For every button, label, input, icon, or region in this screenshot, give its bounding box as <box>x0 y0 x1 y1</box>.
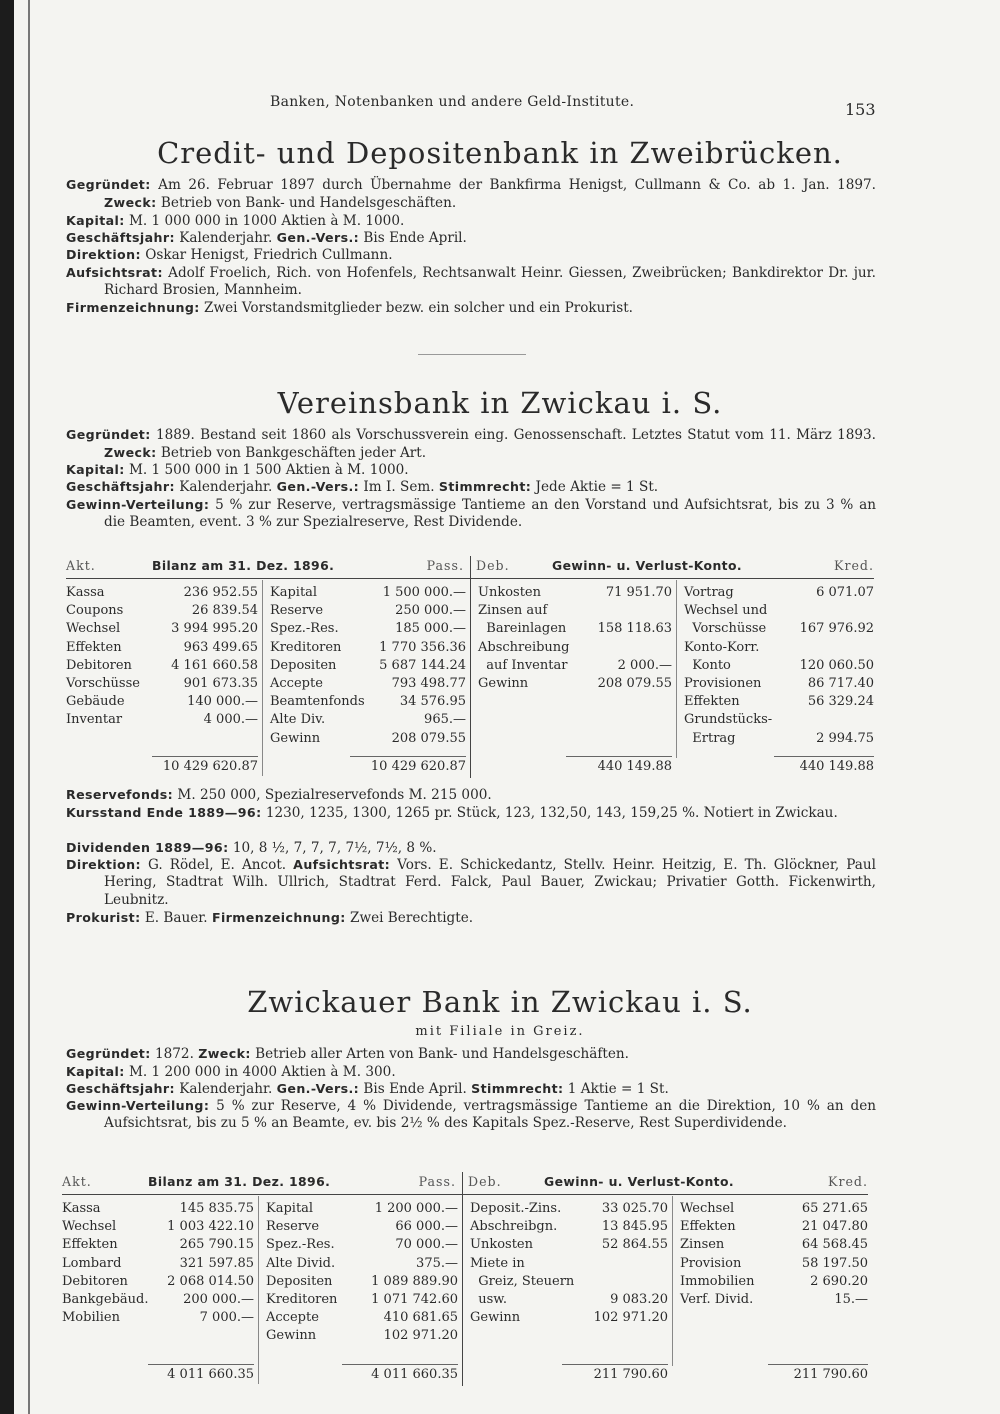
row-label: usw. <box>470 1292 508 1307</box>
entry-text: 10, 8 ½, 7, 7, 7, 7½, 7½, 8 %. <box>228 840 437 856</box>
entry-text: Zwei Vorstandsmitglieder bezw. ein solcher und ein Prokurist. <box>199 300 633 316</box>
liability-row <box>266 1309 458 1327</box>
profit-loss-title: Gewinn- u. Verlust-Konto. <box>544 1174 735 1189</box>
asset-row <box>66 657 258 675</box>
liability-row <box>270 730 466 748</box>
binding-edge <box>0 0 14 1414</box>
debit-row <box>470 1218 668 1236</box>
profit-loss-column-rule <box>672 1196 673 1366</box>
credit-row <box>684 602 874 620</box>
row-label: Reserve <box>266 1219 320 1235</box>
debit-row <box>470 1255 668 1273</box>
row-value: 64 568.45 <box>801 1237 868 1253</box>
entry-text: M. 1 200 000 in 4000 Aktien à M. 300. <box>124 1064 396 1080</box>
credit-row <box>680 1236 868 1254</box>
row-label: Kassa <box>66 585 105 600</box>
section-title-vereinsbank: Vereinsbank in Zwickau i. S. <box>277 386 723 420</box>
entry-label: Geschäftsjahr: <box>66 230 175 245</box>
row-value: 185 000.— <box>395 621 466 637</box>
row-label: Zinsen auf <box>478 603 548 619</box>
row-label: Kreditoren <box>270 639 342 655</box>
row-value: 901 673.35 <box>183 676 258 691</box>
row-label: Grundstücks- <box>684 712 773 728</box>
credit-label: Kred. <box>828 1174 868 1189</box>
entry-label: Gegründet: <box>66 177 151 192</box>
entry-text: Im I. Sem. <box>359 479 439 495</box>
debit-row <box>478 639 672 657</box>
row-value: 265 790.15 <box>179 1237 254 1253</box>
row-label: Wechsel <box>680 1201 735 1216</box>
liability-row <box>270 675 466 693</box>
row-value: 140 000.— <box>187 694 258 710</box>
row-label: Greiz, Steuern <box>470 1273 575 1289</box>
row-label: Gewinn <box>270 730 321 746</box>
entry-text: Vors. E. Schickedantz, Stellv. Heinr. Heitzig, E. Th. Glöckner, Paul Hering, Stadtrat Wilh. Ullrich, Stadtrat Ferd. Falck, Paul Bauer, Zwickau; Privatier Gotth. Fickenwirth, Leubnitz. <box>104 857 876 908</box>
row-value: 965.— <box>424 712 466 728</box>
credit-row <box>684 584 874 602</box>
row-value: 793 498.77 <box>391 676 466 691</box>
entry-label: Stimmrecht: <box>438 479 532 494</box>
entry-label: Direktion: <box>66 857 141 872</box>
row-label: Zinsen <box>680 1237 725 1253</box>
row-value: 250 000.— <box>395 603 466 619</box>
entry-text: Bis Ende April. <box>359 1081 472 1097</box>
entry-label: Kapital: <box>66 462 125 477</box>
entry-paragraph <box>66 1045 876 1063</box>
row-label: Konto <box>684 657 731 673</box>
debit-row <box>470 1273 668 1291</box>
asset-row <box>66 711 258 729</box>
row-label: Mobilien <box>62 1310 120 1326</box>
row-label: Debitoren <box>62 1273 128 1289</box>
row-value: 963 499.65 <box>183 639 258 655</box>
row-label: Effekten <box>680 1219 736 1235</box>
entry-paragraph <box>66 212 876 230</box>
entry-paragraph <box>66 426 876 463</box>
row-value: 1 003 422.10 <box>167 1219 254 1235</box>
row-value: 66 000.— <box>395 1219 458 1235</box>
liability-row <box>266 1200 458 1218</box>
entry-label: Gen.-Vers.: <box>276 230 360 245</box>
debit-row <box>478 602 672 620</box>
table-center-rule <box>462 1172 463 1386</box>
entry-label: Firmenzeichnung: <box>66 300 200 315</box>
credit-row <box>684 657 874 675</box>
assets-total: 10 429 620.87 <box>162 759 258 774</box>
row-value: 56 329.24 <box>807 694 874 710</box>
credit-row <box>680 1291 868 1309</box>
entry-text: 1872. <box>150 1046 199 1062</box>
entry-text: 5 % zur Reserve, vertragsmässige Tantieme an den Vorstand und Aufsichtsrat, bis zu 3 % an die Beamten, event. 3 % zur Spezialreserve, Rest Dividende. <box>104 497 876 531</box>
entry-text: 1230, 1235, 1300, 1265 pr. Stück, 123, 132,50, 143, 159,25 %. Notiert in Zwickau. <box>261 805 838 821</box>
entry-text: Betrieb von Bankgeschäften jeder Art. <box>156 445 427 462</box>
entry-text: M. 1 000 000 in 1000 Aktien à M. 1000. <box>124 213 405 229</box>
liability-row <box>266 1291 458 1309</box>
entry-paragraph <box>66 461 876 479</box>
debit-label: Deb. <box>476 558 510 573</box>
row-label: Kassa <box>62 1201 101 1216</box>
credit-row <box>680 1200 868 1218</box>
asset-row <box>66 675 258 693</box>
row-label: Accepte <box>266 1310 319 1326</box>
row-label: Gewinn <box>478 676 529 691</box>
row-label: Miete in <box>470 1255 525 1271</box>
asset-row <box>62 1200 254 1218</box>
liability-row <box>266 1218 458 1236</box>
row-value: 2 068 014.50 <box>167 1273 254 1289</box>
row-label: Kreditoren <box>266 1292 338 1307</box>
credit-row <box>684 711 874 729</box>
row-value: 1 089 889.90 <box>371 1273 458 1289</box>
row-value: 15.— <box>834 1292 868 1307</box>
liability-row <box>270 639 466 657</box>
row-value: 2 994.75 <box>816 730 874 746</box>
row-value: 120 060.50 <box>799 657 874 673</box>
entry-paragraph <box>66 229 876 247</box>
entry-label: Geschäftsjahr: <box>66 1081 175 1096</box>
entry-label: Kursstand Ende 1889—96: <box>66 805 262 820</box>
entry-paragraph <box>66 1063 876 1081</box>
debit-row <box>470 1309 668 1327</box>
entry-paragraph <box>66 786 876 804</box>
assets-label: Akt. <box>66 558 96 573</box>
credit-row <box>684 675 874 693</box>
row-label: Beamtenfonds <box>270 694 365 710</box>
section-divider <box>418 354 526 355</box>
row-value: 208 079.55 <box>391 730 466 746</box>
row-label: Vorschüsse <box>684 621 767 637</box>
row-label: Wechsel <box>62 1219 117 1235</box>
liability-row <box>270 657 466 675</box>
entry-label: Gegründet: <box>66 427 151 442</box>
row-label: Lombard <box>62 1255 122 1271</box>
assets-total: 4 011 660.35 <box>167 1367 254 1382</box>
section-subtitle: mit Filiale in Greiz. <box>415 1024 585 1039</box>
row-value: 4 000.— <box>203 712 258 728</box>
balance-title: Bilanz am 31. Dez. 1896. <box>152 558 335 573</box>
page-number: 153 <box>845 100 876 119</box>
liabilities-total: 4 011 660.35 <box>371 1367 458 1382</box>
credit-row <box>684 639 874 657</box>
row-label: Abschreibung <box>478 639 570 655</box>
balance-title: Bilanz am 31. Dez. 1896. <box>148 1174 331 1189</box>
asset-row <box>66 620 258 638</box>
row-value: 208 079.55 <box>597 676 672 691</box>
row-label: Wechsel <box>66 621 121 637</box>
total-rule <box>342 1364 458 1365</box>
entry-paragraph <box>66 496 876 532</box>
entry-text: E. Bauer. <box>140 910 212 926</box>
entry-paragraph <box>66 478 876 496</box>
table-center-rule <box>470 556 471 778</box>
row-label: Unkosten <box>478 585 541 600</box>
entry-paragraph <box>66 1097 876 1133</box>
liability-row <box>266 1327 458 1345</box>
asset-row <box>66 639 258 657</box>
entry-text: 1889. Bestand seit 1860 als Vorschussverein eing. Genossenschaft. Letztes Statut vom 11. März 1893. <box>150 427 876 443</box>
total-rule <box>768 1364 868 1365</box>
debit-total: 440 149.88 <box>597 759 672 774</box>
entry-paragraph <box>66 299 876 317</box>
row-value: 145 835.75 <box>179 1201 254 1216</box>
entry-text: Oskar Henigst, Friedrich Cullmann. <box>140 247 393 263</box>
row-value: 1 200 000.— <box>374 1201 458 1216</box>
entry-label: Prokurist: <box>66 910 141 925</box>
entry-text: M. 1 500 000 in 1 500 Aktien à M. 1000. <box>124 462 409 478</box>
entry-paragraph <box>66 839 876 857</box>
balance-column-rule <box>258 1196 259 1384</box>
debit-row <box>478 584 672 602</box>
entry-paragraph <box>66 1080 876 1098</box>
row-label: Wechsel und <box>684 603 768 619</box>
row-label: Effekten <box>66 639 122 655</box>
entry-label: Direktion: <box>66 247 141 262</box>
row-value: 6 071.07 <box>816 585 874 600</box>
row-value: 236 952.55 <box>183 585 258 600</box>
credit-row <box>680 1218 868 1236</box>
binding-edge-line <box>28 0 30 1414</box>
entry-label: Kapital: <box>66 213 125 228</box>
row-label: auf Inventar <box>478 657 568 673</box>
section-title-credit-bank: Credit- und Depositenbank in Zweibrücken. <box>157 136 843 170</box>
row-value: 71 951.70 <box>605 585 672 600</box>
credit-row <box>680 1273 868 1291</box>
liability-row <box>266 1255 458 1273</box>
row-value: 26 839.54 <box>191 603 258 619</box>
liability-row <box>270 693 466 711</box>
row-value: 52 864.55 <box>601 1237 668 1253</box>
asset-row <box>66 693 258 711</box>
row-value: 5 687 144.24 <box>379 657 466 673</box>
row-label: Alte Div. <box>270 712 326 728</box>
table-top-rule <box>62 1194 868 1195</box>
entry-text: Am 26. Februar 1897 durch Übernahme der Bankfirma Henigst, Cullmann & Co. ab 1. Jan. 1897. <box>150 177 876 193</box>
row-label: Gewinn <box>470 1310 521 1326</box>
total-rule <box>350 756 466 757</box>
profit-loss-title: Gewinn- u. Verlust-Konto. <box>552 558 743 573</box>
row-label: Reserve <box>270 603 324 619</box>
row-label: Bareinlagen <box>478 621 567 637</box>
row-value: 65 271.65 <box>801 1201 868 1216</box>
entry-text: Kalenderjahr. <box>174 1081 277 1097</box>
row-label: Provision <box>680 1255 742 1271</box>
row-label: Konto-Korr. <box>684 639 760 655</box>
balance-column-rule <box>262 580 263 776</box>
row-label: Deposit.-Zins. <box>470 1201 562 1216</box>
liabilities-label: Pass. <box>418 1174 456 1189</box>
entry-label: Kapital: <box>66 1064 125 1079</box>
liability-row <box>266 1273 458 1291</box>
entry-label: Gewinn-Verteilung: <box>66 1098 210 1113</box>
entry-label: Gen.-Vers.: <box>276 1081 360 1096</box>
row-value: 1 071 742.60 <box>371 1292 458 1307</box>
credit-row <box>684 693 874 711</box>
row-label: Inventar <box>66 712 123 728</box>
row-value: 2 000.— <box>617 657 672 673</box>
entry-label: Reservefonds: <box>66 787 174 802</box>
row-label: Verf. Divid. <box>680 1292 754 1307</box>
row-value: 58 197.50 <box>801 1255 868 1271</box>
liabilities-total: 10 429 620.87 <box>370 759 466 774</box>
entry-label: Zweck: <box>104 445 157 461</box>
credit-total: 440 149.88 <box>799 759 874 774</box>
entry-text: Betrieb aller Arten von Bank- und Handelsgeschäften. <box>250 1046 629 1062</box>
row-value: 167 976.92 <box>799 621 874 637</box>
row-label: Spez.-Res. <box>266 1237 335 1253</box>
debit-row <box>478 620 672 638</box>
liability-row <box>270 602 466 620</box>
entry-text: Zwei Berechtigte. <box>345 910 474 926</box>
row-label: Kapital <box>270 585 318 600</box>
row-label: Effekten <box>684 694 740 710</box>
total-rule <box>566 756 672 757</box>
entry-label: Gen.-Vers.: <box>276 479 360 494</box>
row-value: 70 000.— <box>395 1237 458 1253</box>
row-value: 7 000.— <box>199 1310 254 1326</box>
row-label: Accepte <box>270 676 323 691</box>
entry-paragraph <box>66 176 876 213</box>
row-label: Coupons <box>66 603 124 619</box>
entry-label: Gewinn-Verteilung: <box>66 497 210 512</box>
section-title-zwickauer-bank: Zwickauer Bank in Zwickau i. S. <box>247 985 753 1019</box>
liabilities-label: Pass. <box>426 558 464 573</box>
assets-label: Akt. <box>62 1174 92 1189</box>
row-label: Provisionen <box>684 676 762 691</box>
row-label: Depositen <box>266 1273 333 1289</box>
entry-text: Kalenderjahr. <box>174 479 277 495</box>
credit-row <box>680 1255 868 1273</box>
debit-row <box>470 1200 668 1218</box>
entry-text: Jede Aktie = 1 St. <box>531 479 659 495</box>
total-rule <box>148 1364 254 1365</box>
asset-row <box>62 1236 254 1254</box>
entry-text: G. Rödel, E. Ancot. <box>140 857 294 873</box>
entry-paragraph <box>66 264 876 300</box>
total-rule <box>562 1364 668 1365</box>
entry-label: Stimmrecht: <box>471 1081 564 1096</box>
liability-row <box>270 711 466 729</box>
asset-row <box>66 602 258 620</box>
row-value: 9 083.20 <box>610 1292 668 1307</box>
row-value: 158 118.63 <box>597 621 672 637</box>
debit-row <box>470 1291 668 1309</box>
row-label: Ertrag <box>684 730 736 746</box>
entry-label: Firmenzeichnung: <box>211 910 346 925</box>
entry-label: Aufsichtsrat: <box>66 265 163 280</box>
entry-text: M. 250 000, Spezialreservefonds M. 215 000. <box>173 787 492 803</box>
credit-label: Kred. <box>834 558 874 573</box>
entry-text: 5 % zur Reserve, 4 % Dividende, vertragsmässige Tantieme an die Direktion, 10 % an den Aufsichtsrat, bis zu 5 % an Beamte, ev. bis 2½ % des Kapitals Spez.-Reserve, Rest Superdividende. <box>104 1098 876 1132</box>
row-label: Vortrag <box>684 585 734 600</box>
row-label: Spez.-Res. <box>270 621 339 637</box>
entry-paragraph <box>66 909 876 927</box>
debit-label: Deb. <box>468 1174 502 1189</box>
row-value: 200 000.— <box>183 1292 254 1307</box>
entry-label: Zweck: <box>104 195 157 211</box>
entry-text: Adolf Froelich, Rich. von Hofenfels, Rechtsanwalt Heinr. Giessen, Zweibrücken; Bankdirektor Dr. jur. Richard Brosien, Mannheim. <box>104 265 876 299</box>
running-title: Banken, Notenbanken und andere Geld-Institute. <box>270 94 635 110</box>
row-value: 33 025.70 <box>601 1201 668 1216</box>
total-rule <box>152 756 258 757</box>
liability-row <box>266 1236 458 1254</box>
asset-row <box>62 1218 254 1236</box>
row-label: Kapital <box>266 1201 314 1216</box>
row-label: Depositen <box>270 657 337 673</box>
asset-row <box>66 584 258 602</box>
entry-label: Geschäftsjahr: <box>66 479 175 494</box>
row-value: 1 770 356.36 <box>379 639 466 655</box>
row-label: Immobilien <box>680 1273 755 1289</box>
asset-row <box>62 1255 254 1273</box>
entry-label: Gegründet: <box>66 1046 151 1061</box>
asset-row <box>62 1291 254 1309</box>
debit-row <box>478 675 672 693</box>
row-label: Unkosten <box>470 1237 533 1253</box>
credit-row <box>684 730 874 748</box>
row-value: 102 971.20 <box>593 1310 668 1326</box>
entry-paragraph <box>66 246 876 264</box>
entry-text: 1 Aktie = 1 St. <box>563 1081 669 1097</box>
row-value: 1 500 000.— <box>382 585 466 600</box>
row-value: 4 161 660.58 <box>171 657 258 673</box>
row-value: 102 971.20 <box>383 1328 458 1344</box>
liability-row <box>270 620 466 638</box>
entry-text: Betrieb von Bank- und Handelsgeschäften. <box>156 195 457 212</box>
row-value: 86 717.40 <box>807 676 874 691</box>
row-value: 321 597.85 <box>179 1255 254 1271</box>
debit-row <box>478 657 672 675</box>
row-value: 375.— <box>416 1255 458 1271</box>
entry-paragraph <box>66 856 876 909</box>
row-value: 13 845.95 <box>601 1219 668 1235</box>
entry-label: Dividenden 1889—96: <box>66 840 229 855</box>
row-label: Gewinn <box>266 1328 317 1344</box>
credit-row <box>684 620 874 638</box>
entry-label: Aufsichtsrat: <box>293 857 391 872</box>
credit-total: 211 790.60 <box>793 1367 868 1382</box>
row-label: Vorschüsse <box>66 676 140 691</box>
total-rule <box>774 756 874 757</box>
entry-text: Kalenderjahr. <box>174 230 277 246</box>
row-value: 34 576.95 <box>399 694 466 710</box>
liability-row <box>270 584 466 602</box>
row-label: Gebäude <box>66 694 125 710</box>
row-label: Abschreibgn. <box>470 1219 558 1235</box>
row-value: 410 681.65 <box>383 1310 458 1326</box>
entry-label: Zweck: <box>198 1046 251 1061</box>
row-label: Alte Divid. <box>266 1255 336 1271</box>
row-label: Effekten <box>62 1237 118 1253</box>
debit-row <box>470 1236 668 1254</box>
row-label: Bankgebäud. <box>62 1292 149 1307</box>
asset-row <box>62 1273 254 1291</box>
asset-row <box>62 1309 254 1327</box>
row-value: 2 690.20 <box>810 1273 868 1289</box>
debit-total: 211 790.60 <box>593 1367 668 1382</box>
row-value: 3 994 995.20 <box>171 621 258 637</box>
profit-loss-column-rule <box>676 580 677 758</box>
entry-text: Bis Ende April. <box>359 230 467 246</box>
entry-paragraph <box>66 804 876 822</box>
row-label: Debitoren <box>66 657 132 673</box>
row-value: 21 047.80 <box>801 1219 868 1235</box>
